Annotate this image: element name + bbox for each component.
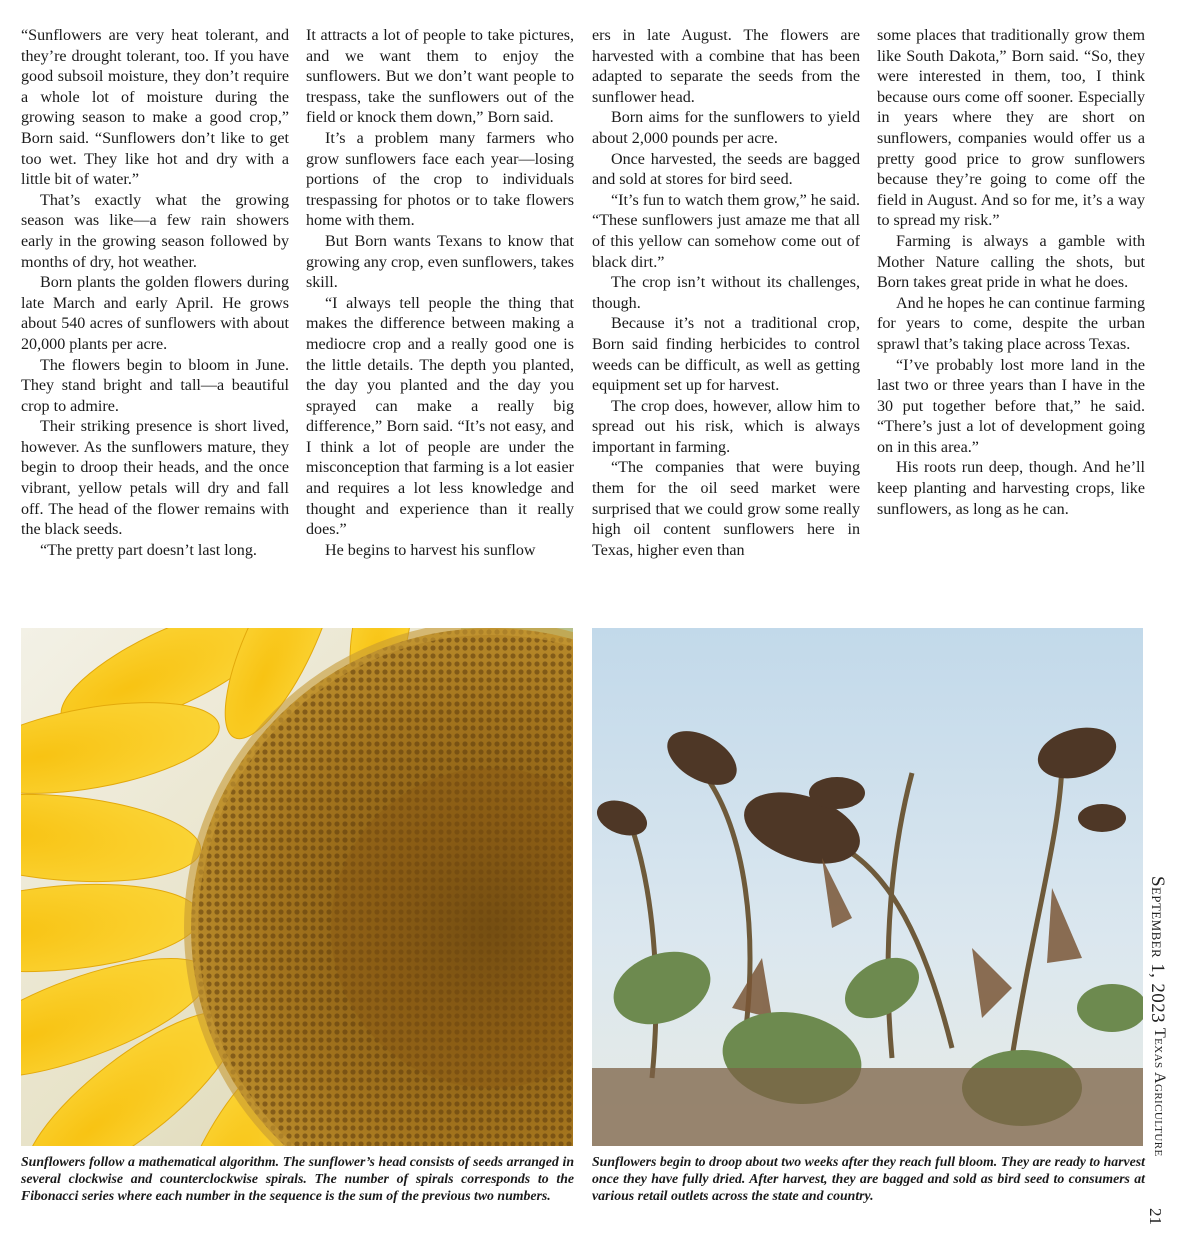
article-column-2 [306, 26, 574, 561]
paragraph: His roots run deep, though. And he’ll keep planting and harvesting crops, like sunflowers, as long as he can. [877, 459, 1145, 518]
paragraph: Because it’s not a traditional crop, Born said finding herbicides to control weeds can be difficult, as well as getting equipment set up for harvest. [592, 315, 860, 395]
paragraph: “Sunflowers are very heat tolerant, and they’re drought tolerant, too. If you have good subsoil moisture, they don’t require a whole lot of moisture during the growing season to make a good crop,” Born said. “Sunflowers don’t like to get too wet. They like hot and dry with a little bit of water.” [21, 27, 289, 189]
dried-sunflowers-photo [592, 628, 1143, 1146]
paragraph: The flowers begin to bloom in June. They stand bright and tall—a beautiful crop to admire. [21, 356, 289, 415]
paragraph: But Born wants Texans to know that growing any crop, even sunflowers, takes skill. [306, 232, 574, 292]
paragraph: The crop does, however, allow him to spread out his risk, which is always important in farming. [592, 397, 860, 456]
issue-date: September 1, 2023 [1147, 876, 1168, 1024]
paragraph: “I’ve probably lost more land in the last two or three years than I have in the 30 put together before that,” he said. “There’s just a lot of development going on in this area.” [877, 356, 1145, 456]
paragraph: It attracts a lot of people to take pictures, and we want them to enjoy the sunflowers. But we don’t want people to trespass, take the sunflowers out of the field or knock them down,” Born said. [306, 27, 574, 127]
magazine-name: Texas Agriculture [1151, 1028, 1168, 1157]
paragraph: He begins to harvest his sunflow [325, 541, 536, 559]
article-column-4 [877, 26, 1145, 520]
paragraph: Farming is always a gamble with Mother Nature calling the shots, but Born takes great pride in what he does. [877, 232, 1145, 292]
photo-caption-right: Sunflowers begin to droop about two weeks after they reach full bloom. They are ready to harvest once they have fully dried. After harvest, they are bagged and sold as bird seed to consumers at various retail outlets across the state and country. [592, 1154, 1145, 1203]
paragraph: Their striking presence is short lived, however. As the sunflowers mature, they begin to droop their heads, and the once vibrant, yellow petals will dry and fall off. The head of the flower remains with the black seeds. [21, 418, 289, 539]
article-column-1 [21, 26, 289, 561]
page-number: 21 [1146, 1208, 1165, 1225]
paragraph: ers in late August. The flowers are harvested with a combine that has been adapted to separate the seeds from the sunflower head. [592, 27, 860, 106]
paragraph: “The pretty part doesn’t last long. [40, 541, 257, 559]
paragraph: “It’s fun to watch them grow,” he said. “These sunflowers just amaze me that all of this yellow can somehow come out of black dirt.” [592, 191, 860, 271]
paragraph: some places that traditionally grow them like South Dakota,” Born said. “So, they were interested in them, too, I think because ours come off sooner. Especially in years where they are short on sunflowers, companies would offer us a pretty good price to grow sunflowers because they’re going to come off the field in August. And so for me, it’s a way to spread my risk.” [877, 27, 1145, 230]
sunflower-image [21, 628, 573, 1146]
sunflower-closeup-photo [21, 628, 573, 1146]
paragraph: Born plants the golden flowers during late March and early April. He grows about 540 acres of sunflowers with about 20,000 plants per acre. [21, 274, 289, 353]
article-column-3 [592, 26, 860, 561]
paragraph: And he hopes he can continue farming for years to come, despite the urban sprawl that’s taking place across Texas. [877, 294, 1145, 353]
paragraph: Born aims for the sunflowers to yield about 2,000 pounds per acre. [592, 109, 860, 147]
dried-sunflowers-image [592, 628, 1143, 1146]
photo-caption-left: Sunflowers follow a mathematical algorithm. The sunflower’s head consists of seeds arranged in several clockwise and counterclockwise spirals. The number of spirals corresponds to the Fibonacci series where each number in the sequence is the sum of the previous two numbers. [21, 1154, 574, 1203]
paragraph: It’s a problem many farmers who grow sunflowers face each year—losing portions of the crop to individuals trespassing for photos or to take flowers home with them. [306, 129, 574, 230]
paragraph: “I always tell people the thing that makes the difference between making a mediocre crop and a really good one is the little details. The depth you planted, the day you planted and the day you sprayed can make a really big difference,” Born said. “It’s not easy, and I think a lot of people are under the misconception that farming is a lot easier and requires a lot less knowledge and thought and experience than it really does.” [306, 294, 574, 539]
paragraph: The crop isn’t without its challenges, though. [592, 274, 860, 312]
paragraph: That’s exactly what the growing season was like—a few rain showers early in the growing season followed by months of dry, hot weather. [21, 191, 289, 271]
paragraph: “The companies that were buying them for the oil seed market were surprised that we could grow some really high oil content sunflowers here in Texas, higher even than [592, 459, 860, 559]
paragraph: Once harvested, the seeds are bagged and sold at stores for bird seed. [592, 150, 860, 189]
